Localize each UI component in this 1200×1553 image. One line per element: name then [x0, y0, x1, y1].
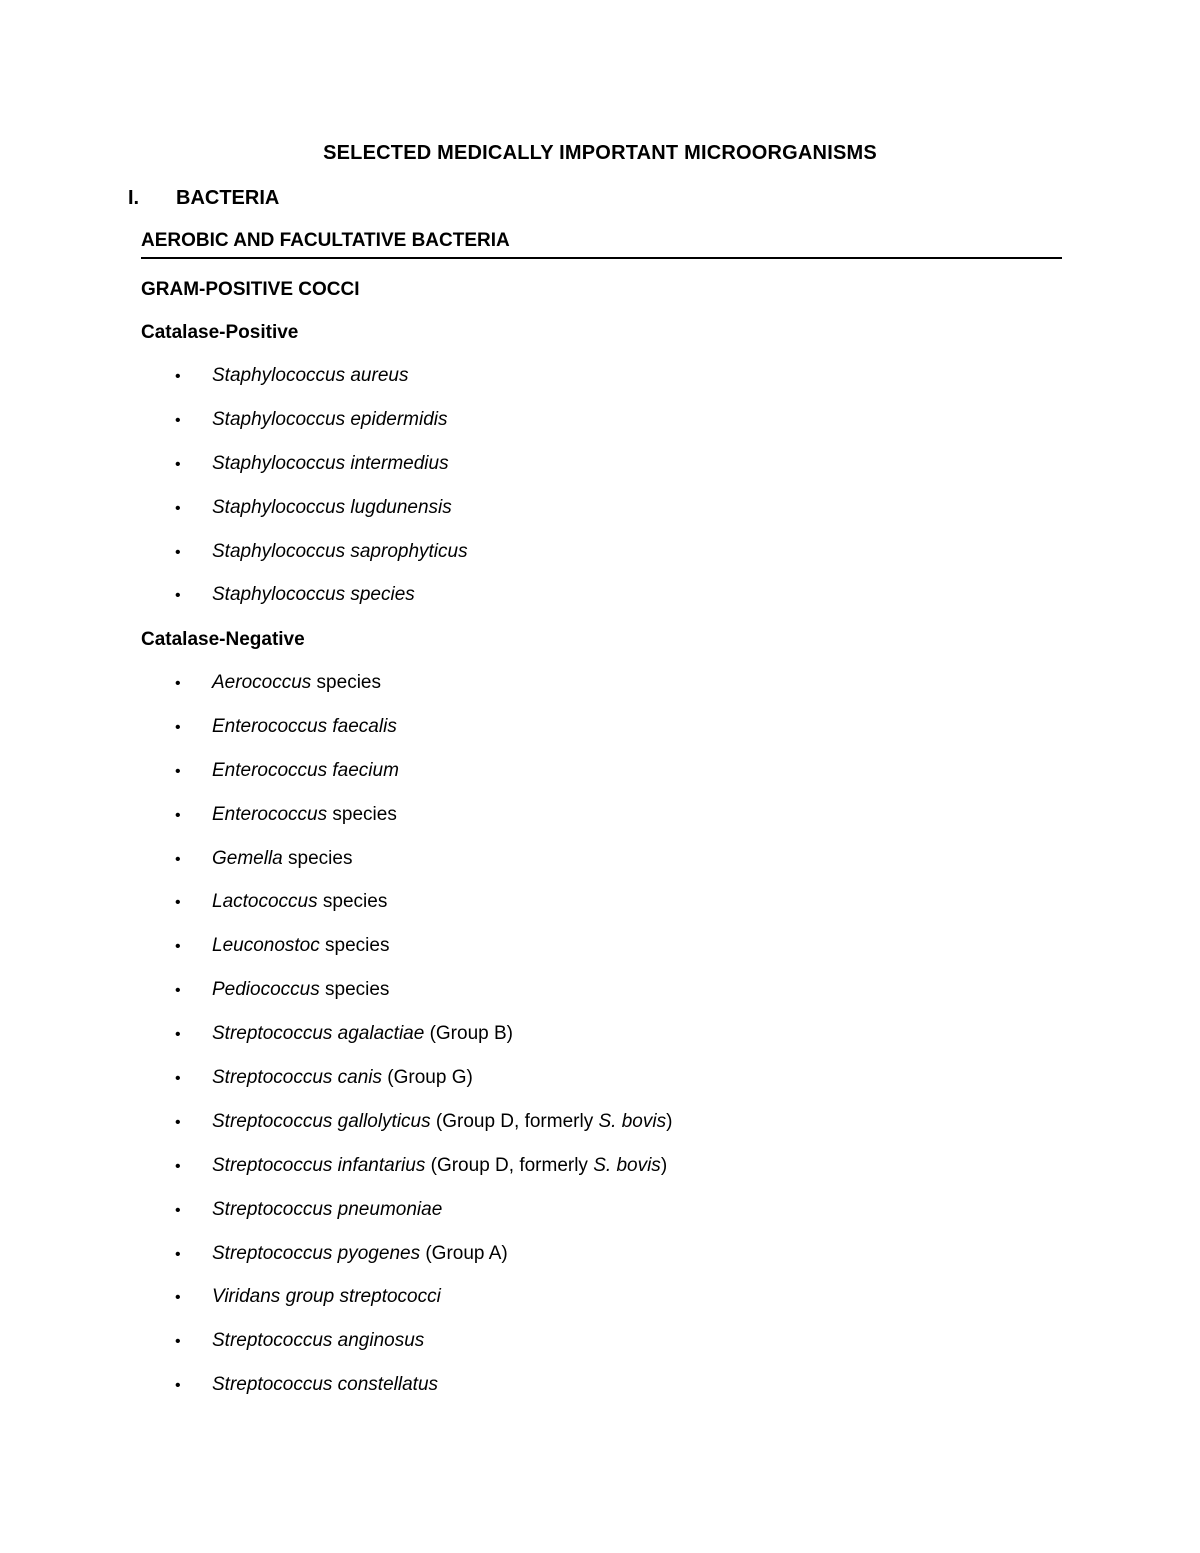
organism-name: Staphylococcus intermedius: [212, 452, 449, 474]
bullet-icon: •: [175, 850, 181, 868]
organism-name: Streptococcus agalactiae: [212, 1023, 425, 1045]
organism-former-name: S. bovis: [598, 1110, 667, 1132]
organism-qualifier: (Group B): [424, 1023, 513, 1045]
organism-entry: [212, 1286, 441, 1308]
organism-qualifier: (Group D, formerly: [430, 1110, 599, 1132]
organism-name: Enterococcus: [212, 803, 328, 825]
bullet-icon: •: [175, 368, 181, 385]
bullet-icon: •: [175, 1289, 181, 1307]
bullet-icon: •: [175, 1201, 181, 1219]
catalase-positive-heading: Catalase-Positive: [141, 322, 299, 343]
bullet-icon: •: [175, 982, 181, 1000]
bullet-icon: •: [175, 1245, 181, 1263]
organism-entry: [212, 716, 397, 738]
bullet-icon: •: [175, 762, 181, 780]
bullet-icon: •: [175, 1026, 181, 1044]
organism-entry: [212, 1374, 438, 1396]
organism-qualifier: species: [319, 979, 390, 1001]
organism-name: Streptococcus canis: [212, 1067, 383, 1089]
bullet-icon: •: [175, 1113, 181, 1131]
organism-name: Streptococcus constellatus: [212, 1374, 439, 1396]
organism-entry: [212, 453, 449, 475]
organism-qualifier: (Group D, formerly: [425, 1154, 594, 1176]
organism-qualifier: (Group G): [382, 1067, 473, 1089]
organism-entry: [212, 584, 415, 606]
organism-entry: [212, 672, 381, 694]
organism-former-name: S. bovis: [593, 1154, 661, 1176]
organism-entry: [212, 365, 408, 387]
bullet-icon: •: [175, 411, 181, 429]
organism-entry: [212, 979, 389, 1001]
organism-name: Staphylococcus species: [212, 584, 415, 606]
section-heading: [128, 187, 279, 210]
organism-name: Pediococcus: [212, 979, 320, 1001]
bullet-icon: •: [175, 587, 181, 605]
organism-qualifier: species: [327, 803, 397, 825]
organism-entry: [212, 409, 448, 431]
bullet-icon: •: [175, 1070, 181, 1088]
organism-name: Lactococcus: [212, 891, 318, 913]
organism-entry: [212, 1067, 473, 1089]
organism-entry: [212, 1199, 442, 1221]
organism-name: Streptococcus anginosus: [212, 1330, 425, 1352]
organism-name: Streptococcus pneumoniae: [212, 1198, 443, 1220]
organism-name: Viridans group streptococci: [212, 1286, 441, 1308]
bullet-icon: •: [175, 718, 181, 736]
organism-entry: [212, 891, 387, 913]
organism-qualifier-end: ): [660, 1154, 668, 1176]
bullet-icon: •: [175, 1157, 181, 1175]
organism-entry: [212, 935, 389, 957]
organism-entry: [212, 497, 452, 519]
organism-qualifier: species: [319, 935, 390, 957]
organism-name: Gemella: [212, 847, 283, 869]
organism-name: Staphylococcus aureus: [212, 365, 409, 386]
organism-name: Streptococcus pyogenes: [212, 1242, 421, 1264]
organism-qualifier: species: [317, 891, 388, 913]
section-number: I.: [128, 187, 140, 209]
organism-qualifier: species: [311, 672, 381, 693]
organism-name: Staphylococcus saprophyticus: [212, 540, 468, 562]
organism-name: Streptococcus infantarius: [212, 1154, 426, 1176]
bullet-icon: •: [175, 543, 181, 561]
group-heading-gram-positive-cocci: GRAM-POSITIVE COCCI: [141, 279, 360, 300]
organism-name: Aerococcus: [212, 672, 312, 693]
section-label: BACTERIA: [176, 187, 280, 209]
organism-entry: [212, 1330, 424, 1352]
bullet-icon: •: [175, 806, 181, 824]
organism-name: Enterococcus faecium: [212, 759, 399, 781]
organism-name: Staphylococcus epidermidis: [212, 408, 448, 430]
organism-entry: [212, 1111, 672, 1133]
organism-entry: [212, 1243, 508, 1265]
organism-entry: [212, 1023, 513, 1045]
organism-entry: [212, 541, 468, 563]
bullet-icon: •: [175, 938, 181, 956]
bullet-icon: •: [175, 499, 181, 517]
organism-qualifier: (Group A): [420, 1242, 508, 1264]
organism-name: Leuconostoc: [212, 935, 320, 957]
organism-name: Enterococcus faecalis: [212, 715, 397, 737]
organism-entry: [212, 848, 352, 870]
catalase-negative-heading: Catalase-Negative: [141, 629, 305, 650]
organism-name: Streptococcus gallolyticus: [212, 1110, 431, 1132]
organism-entry: [212, 804, 397, 826]
organism-qualifier-end: ): [666, 1110, 673, 1132]
bullet-icon: •: [175, 675, 181, 692]
bullet-icon: •: [175, 1377, 181, 1395]
organism-qualifier: species: [282, 847, 353, 869]
bullet-icon: •: [175, 1333, 181, 1351]
subsection-heading: AEROBIC AND FACULTATIVE BACTERIA: [141, 230, 1062, 259]
organism-name: Staphylococcus lugdunensis: [212, 496, 452, 518]
document-title: SELECTED MEDICALLY IMPORTANT MICROORGANISMS: [323, 142, 877, 164]
organism-entry: [212, 1155, 667, 1177]
bullet-icon: •: [175, 894, 181, 912]
bullet-icon: •: [175, 455, 181, 473]
organism-entry: [212, 760, 399, 782]
